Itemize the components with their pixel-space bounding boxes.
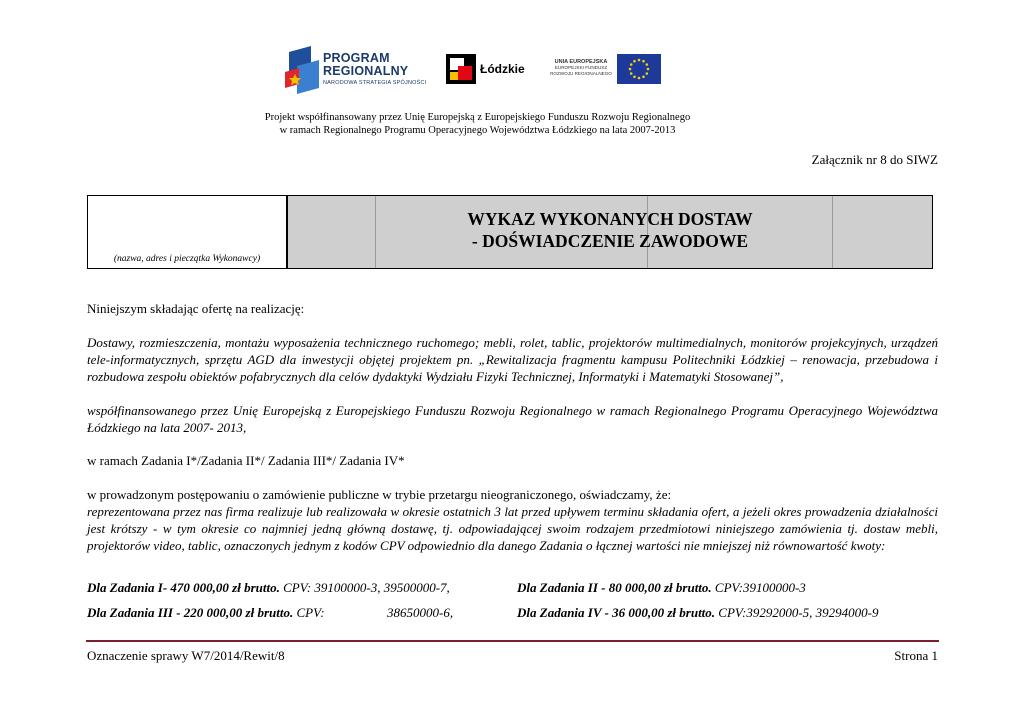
document-title-line1: WYKAZ WYKONANYCH DOSTAW [467, 209, 753, 229]
page-number: Strona 1 [894, 648, 938, 663]
lodzkie-logo-label: Łódzkie [480, 62, 525, 76]
annex-label: Załącznik nr 8 do SIWZ [811, 152, 938, 167]
intro-text: Niniejszym składając ofertę na realizację: [87, 301, 305, 316]
declaration-text: w prowadzonym postępowaniu o zamówienie publiczne w trybie przetargu nieograniczonego, oświadczamy, że: [87, 487, 672, 502]
footer-rule [86, 640, 939, 642]
task-2-amount [517, 580, 806, 596]
cofinancing-note [150, 111, 805, 137]
task-3-label: Dla Zadania III - 220 000,00 zł brutto. [87, 605, 294, 620]
program-logo-line1: PROGRAM [323, 51, 390, 65]
title-box [287, 195, 933, 269]
case-reference: Oznaczenie sprawy W7/2014/Rewit/8 [87, 648, 285, 663]
task-1-label: Dla Zadania I- 470 000,00 zł brutto. [87, 580, 280, 595]
eu-logo-line3: ROZWOJU REGIONALNEGO [550, 70, 612, 76]
program-logo-line3: NARODOWA STRATEGIA SPÓJNOŚCI [323, 80, 427, 86]
task-3-cpv-label: CPV: [293, 605, 325, 620]
eu-logo-line2: EUROPEJSKI FUNDUSZ [554, 65, 608, 70]
program-regionalny-logo [283, 44, 433, 96]
statement-text: reprezentowana przez nas firma realizuje lub realizowała w okresie ostatnich 3 lat przed upływem terminu składania ofert, a jeżeli okres prowadzenia działalności jest krótszy - w tym okresie co najmniej jedną główną dostawę, tj. odpowiadającej swoim rodzajem przedmiotowi niniejszego zamówienia tj. dostaw mebli, projektorów video, tablic, oznaczonych jednym z kodów CPV odpowiednio dla danego Zadania o łącznej wartości nie mniejszej niż równowartość kwoty: [87, 504, 938, 553]
task-4-cpv: CPV:39292000-5, 39294000-9 [715, 605, 879, 620]
task-2-label: Dla Zadania II - 80 000,00 zł brutto. [517, 580, 712, 595]
eu-logo-line1: UNIA EUROPEJSKA [554, 59, 608, 65]
lodzkie-emblem-icon [446, 54, 476, 84]
program-logo-line2: REGIONALNY [323, 64, 409, 78]
document-title [288, 208, 932, 252]
task-1-cpv: CPV: 39100000-3, 39500000-7, [279, 580, 450, 595]
program-regionalny-emblem-icon [283, 44, 323, 94]
cofinance-text: współfinansowanego przez Unię Europejską z Europejskiego Funduszu Rozwoju Regionalnego w ramach Regionalnego Programu Operacyjnego Województwa Łódzkiego na lata 2007- 2013, [87, 403, 938, 435]
task-1-amount [87, 580, 450, 596]
cofinancing-note-line2: w ramach Regionalnego Programu Operacyjnego Województwa Łódzkiego na lata 2007-2013 [279, 125, 676, 136]
task-4-label: Dla Zadania IV - 36 000,00 zł brutto. [517, 605, 716, 620]
task-4-amount [517, 605, 879, 621]
eu-flag-icon [617, 54, 661, 84]
cofinancing-note-line1: Projekt współfinansowany przez Unię Europejską z Europejskiego Funduszu Rozwoju Regionalnego [264, 112, 691, 123]
project-description: Dostawy, rozmieszczenia, montażu wyposażenia technicznego ruchomego; mebli, rolet, tablic, projektorów multimedialnych, monitorów projekcyjnych, urządzeń tele-informatycznych, sprzętu AGD dla inwestycji objętej projektem pn. „Rewitalizacja fragmentu kampusu Politechniki Łódzkiej – renowacja, przebudowa i rozbudowa zespołu obiektów pofabrycznych dla celów dydaktyki Wydziału Fizyki Technicznej, Informatyki i Matematyki Stosowanej”, [87, 335, 938, 384]
task-2-cpv: CPV:39100000-3 [711, 580, 806, 595]
lodzkie-logo [446, 54, 536, 84]
eu-fund-logo [549, 54, 661, 84]
document-title-line2: - DOŚWIADCZENIE ZAWODOWE [471, 231, 749, 251]
contractor-stamp-box [87, 195, 287, 269]
contractor-caption: (nazwa, adres i pieczątka Wykonawcy) [113, 254, 261, 264]
task-3-cpv-code: 38650000-6, [387, 605, 454, 620]
task-3-amount [87, 605, 325, 621]
tasks-line: w ramach Zadania I*/Zadania II*/ Zadania III*/ Zadania IV* [87, 453, 405, 468]
